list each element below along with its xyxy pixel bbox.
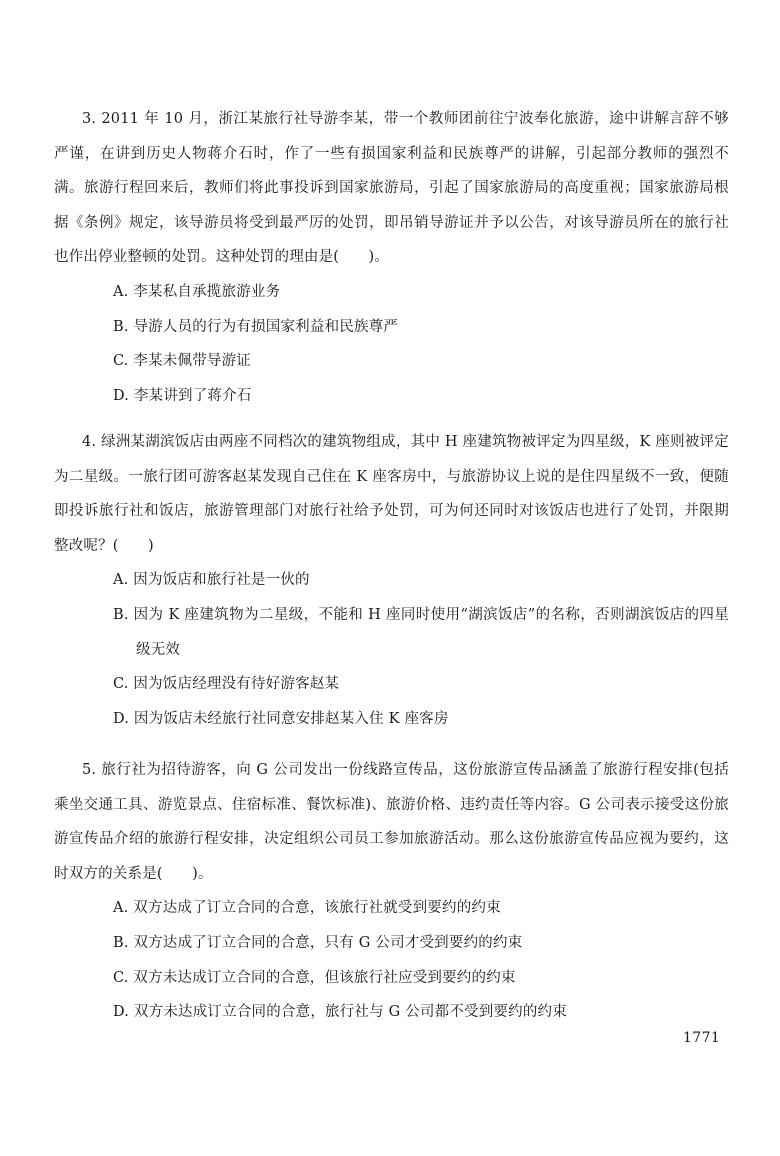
question-4 [54,425,729,736]
question-3-option-c: C. 李某未佩带导游证 [113,353,251,370]
question-3-stem: 3. 2011 年 10 月，浙江某旅行社导游李某，带一个教师团前往宁波奉化旅游，途中讲解言辞不够严谨，在讲到历史人物蒋介石时，作了一些有损国家利益和民族尊严的讲解，引起部分教师的强烈不满。旅游行程回来后，教师们将此事投诉到国家旅游局，引起了国家旅游局的高度重视；国家旅游局根据《条例》规定，该导游员将受到最严厉的处罚，即吊销导游证并予以公告，对该导游员所在的旅行社也作出停业整顿的处罚。这种处罚的理由是( )。 [54,111,729,266]
question-5-option-c: C. 双方未达成订立合同的合意，但该旅行社应受到要约的约束 [113,969,516,986]
question-4-option-d: D. 因为饭店未经旅行社同意安排赵某入住 K 座客房 [113,710,449,727]
question-3-option-a: A. 李某私自承揽旅游业务 [113,283,281,300]
question-5-option-b: B. 双方达成了订立合同的合意，只有 G 公司才受到要约的约束 [113,934,523,951]
page-number: 1771 [683,1030,721,1046]
question-5-option-a: A. 双方达成了订立合同的合意，该旅行社就受到要约的约束 [113,900,501,917]
question-4-option-b: B. 因为 K 座建筑物为二星级，不能和 H 座同时使用“湖滨饭店”的名称，否则湖滨饭店的四星级无效 [113,606,729,658]
question-3-option-d: D. 李某讲到了蒋介石 [113,387,252,404]
question-5 [54,753,729,1030]
question-4-option-c: C. 因为饭店经理没有待好游客赵某 [113,676,340,693]
question-5-stem: 5. 旅行社为招待游客，向 G 公司发出一份线路宣传品，这份旅游宣传品涵盖了旅游行程安排(包括乘坐交通工具、游览景点、住宿标准、餐饮标准)、旅游价格、违约责任等内容。G 公司表示接受这份旅游宣传品介绍的旅游行程安排，决定组织公司员工参加旅游活动。那么这份旅游宣传品应视为要约，这时双方的关系是( )。 [54,762,729,882]
question-3 [54,102,729,413]
question-4-option-a: A. 因为饭店和旅行社是一伙的 [113,572,310,589]
question-5-option-d: D. 双方未达成订立合同的合意，旅行社与 G 公司都不受到要约的约束 [113,1004,567,1021]
question-4-stem: 4. 绿洲某湖滨饭店由两座不同档次的建筑物组成，其中 H 座建筑物被评定为四星级，K 座则被评定为二星级。一旅行团可游客赵某发现自己住在 K 座客房中，与旅游协议上说的是住四星级不一致，便随即投诉旅行社和饭店，旅游管理部门对旅行社给予处罚，可为何还同时对该饭店也进行了处罚，并限期整改呢？( ) [54,434,729,554]
question-3-option-b: B. 导游人员的行为有损国家利益和民族尊严 [113,318,399,335]
